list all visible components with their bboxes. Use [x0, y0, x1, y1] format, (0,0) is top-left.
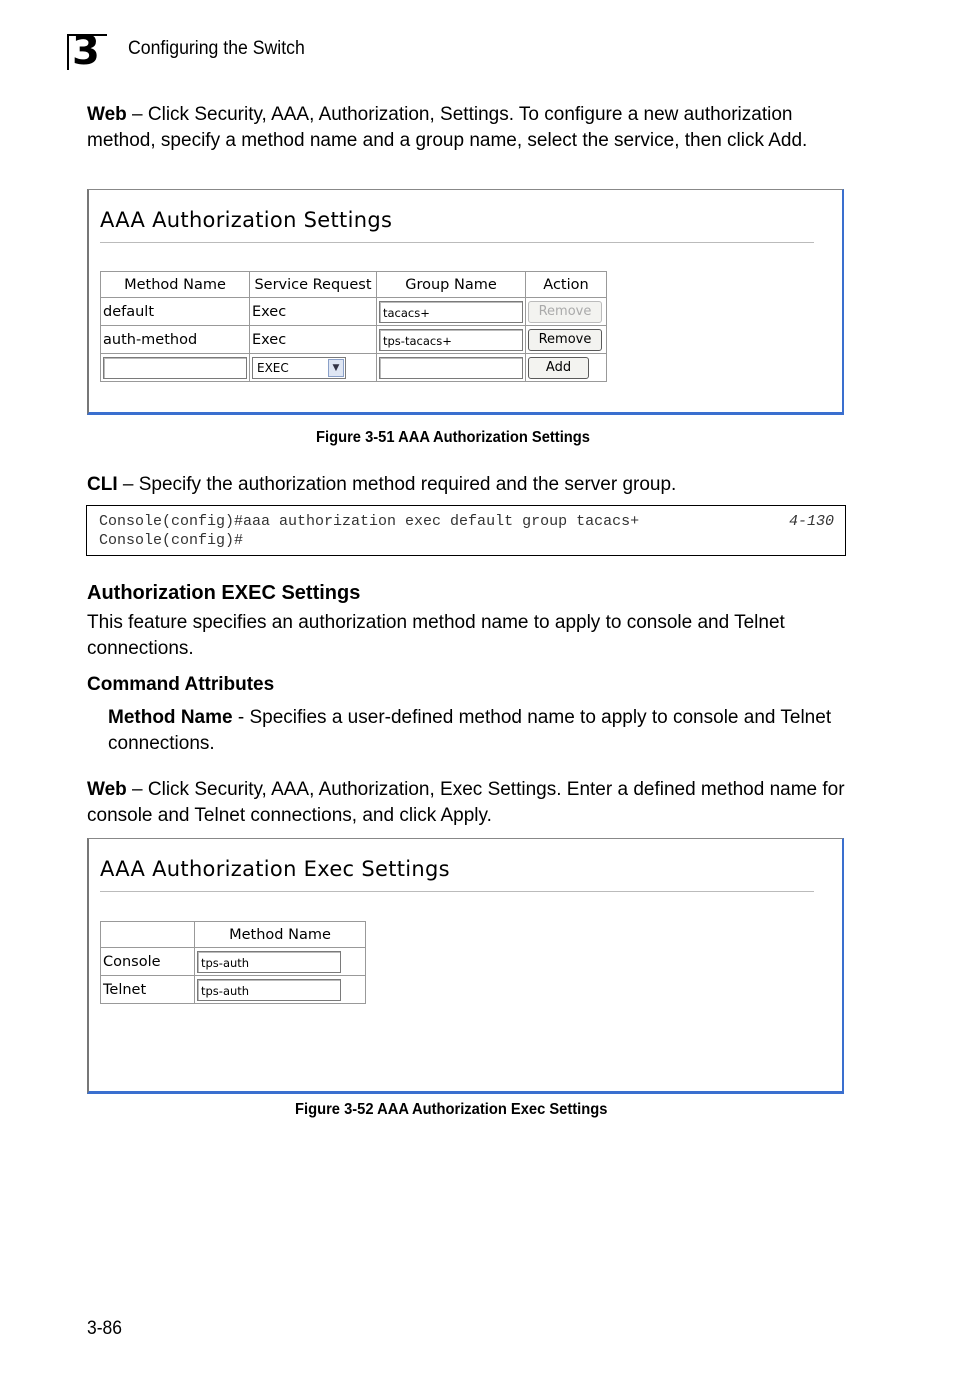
intro-web-paragraph: [87, 102, 857, 153]
web-label: Web: [87, 104, 127, 125]
code-line-2: Console(config)#: [99, 532, 244, 549]
cli-label: CLI: [87, 474, 118, 495]
empty-header-cell: [101, 922, 195, 948]
aaa-authorization-settings-panel: [87, 189, 844, 415]
remove-button[interactable]: Remove: [528, 329, 602, 351]
figure-3-52-caption: Figure 3-52 AAA Authorization Exec Settings: [295, 1101, 608, 1118]
web-label: Web: [87, 779, 127, 800]
title-divider: [100, 891, 814, 892]
attribute-name: Method Name: [108, 707, 233, 728]
command-attributes-heading: Command Attributes: [87, 674, 275, 695]
exec-settings-table: [100, 921, 366, 1004]
group-name-input[interactable]: tacacs+: [379, 301, 523, 323]
group-name-input[interactable]: tps-tacacs+: [379, 329, 523, 351]
cli-text: – Specify the authorization method required and the server group.: [117, 474, 677, 495]
method-name-cell: default: [101, 298, 250, 326]
method-name-cell: auth-method: [101, 326, 250, 354]
chevron-down-icon[interactable]: ▼: [328, 359, 344, 377]
panel-title: AAA Authorization Settings: [100, 208, 393, 232]
column-header-group-name: Group Name: [377, 272, 526, 298]
telnet-label: Telnet: [101, 976, 195, 1004]
figure-3-51-caption: Figure 3-51 AAA Authorization Settings: [316, 429, 590, 446]
authorization-methods-table: [100, 271, 607, 382]
method-name-attribute: [108, 705, 848, 756]
remove-button[interactable]: Remove: [528, 301, 602, 323]
add-button[interactable]: Add: [528, 357, 589, 379]
column-header-service-request: Service Request: [250, 272, 377, 298]
intro-web-text: – Click Security, AAA, Authorization, Settings. To configure a new authorization method, specify a method name and a group name, select the service, then click Add.: [87, 104, 808, 151]
panel-title: AAA Authorization Exec Settings: [100, 857, 450, 881]
console-method-name-input[interactable]: tps-auth: [197, 951, 341, 973]
table-row: [101, 976, 366, 1004]
cli-paragraph: [87, 472, 857, 498]
exec-web-text: – Click Security, AAA, Authorization, Exec Settings. Enter a defined method name for console and Telnet connections, and click Apply.: [87, 779, 845, 826]
chapter-number-badge: 3: [67, 34, 107, 70]
service-request-cell: Exec: [250, 298, 377, 326]
new-entry-row: [101, 354, 607, 382]
service-request-selected-value: EXEC: [257, 360, 289, 375]
table-header-row: [101, 272, 607, 298]
service-request-select[interactable]: [252, 357, 346, 379]
title-divider: [100, 242, 814, 243]
exec-web-paragraph: [87, 777, 857, 828]
table-header-row: [101, 922, 366, 948]
attribute-description: - Specifies a user-defined method name to apply to console and Telnet connections.: [108, 707, 832, 754]
service-request-cell: Exec: [250, 326, 377, 354]
table-row: [101, 298, 607, 326]
table-row: [101, 326, 607, 354]
aaa-authorization-exec-settings-panel: [87, 838, 844, 1094]
page-number: 3-86: [87, 1318, 122, 1339]
column-header-method-name: Method Name: [195, 922, 366, 948]
console-label: Console: [101, 948, 195, 976]
page-reference: 4-130: [788, 513, 834, 530]
table-row: [101, 948, 366, 976]
new-method-name-input[interactable]: [103, 357, 247, 379]
section-description: This feature specifies an authorization method name to apply to console and Telnet connections.: [87, 612, 785, 659]
column-header-action: Action: [526, 272, 607, 298]
section-heading: Authorization EXEC Settings: [87, 582, 361, 604]
cli-code-block: [86, 505, 846, 556]
new-group-name-input[interactable]: [379, 357, 523, 379]
running-header-title: Configuring the Switch: [128, 38, 305, 59]
column-header-method-name: Method Name: [101, 272, 250, 298]
telnet-method-name-input[interactable]: tps-auth: [197, 979, 341, 1001]
code-line-1: Console(config)#aaa authorization exec default group tacacs+: [99, 513, 640, 530]
